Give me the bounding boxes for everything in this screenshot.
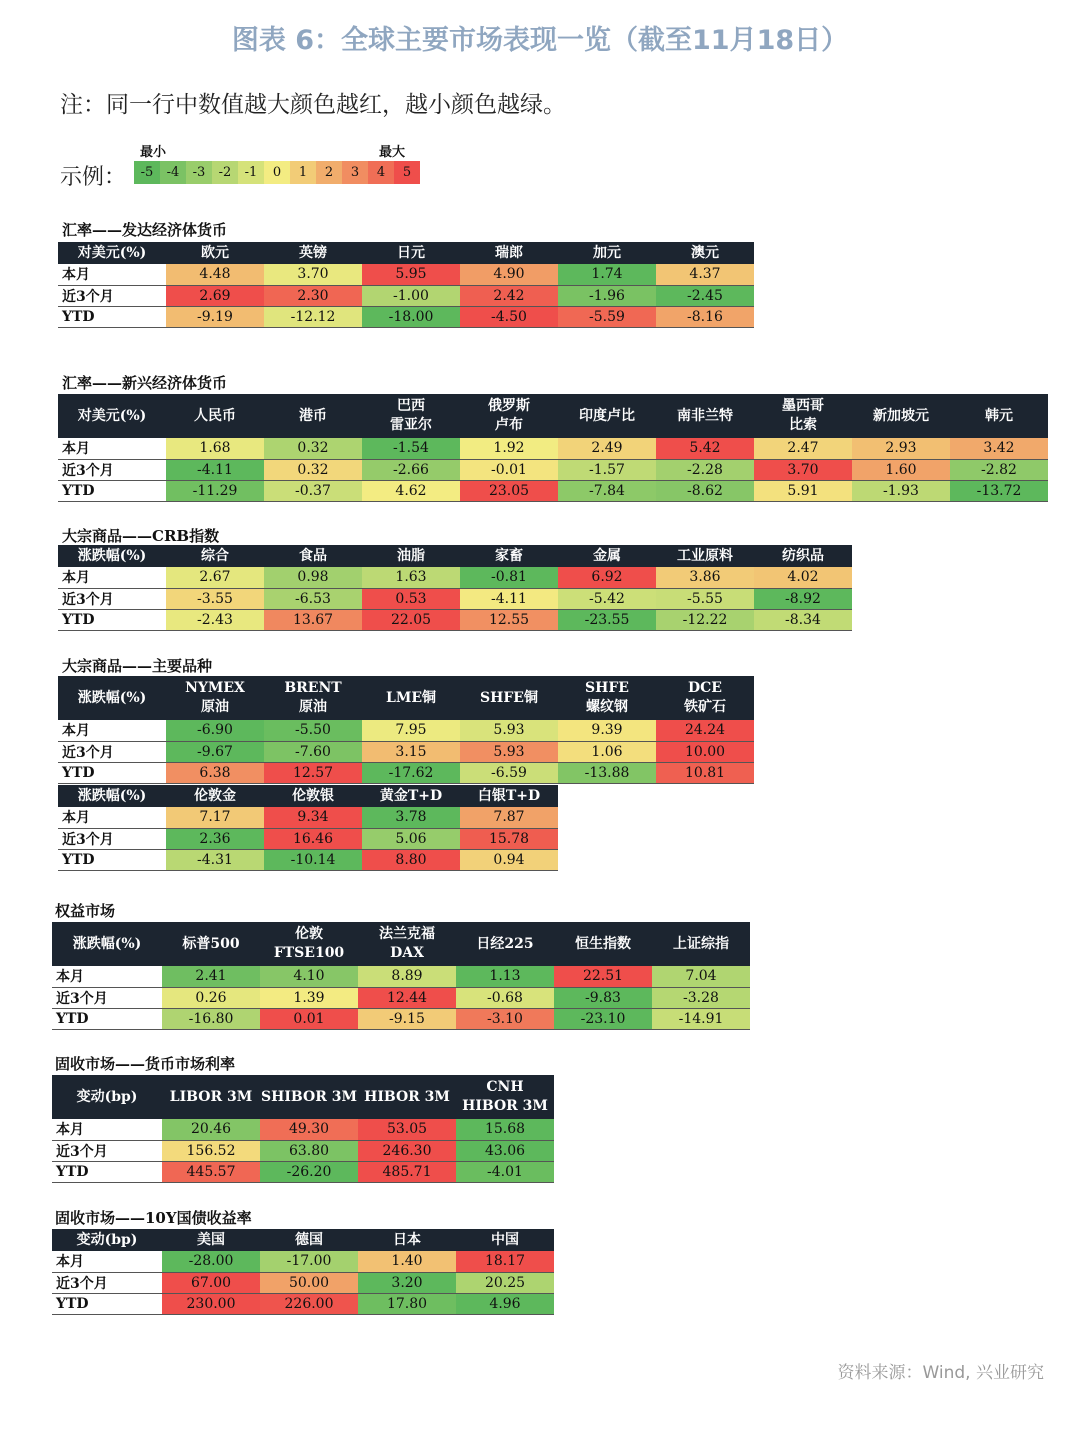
table-title: 大宗商品——CRB指数 — [62, 527, 220, 545]
column-header: 伦敦银 — [264, 785, 362, 807]
value-cell: 8.80 — [362, 849, 460, 870]
column-header: SHIBOR 3M — [260, 1075, 358, 1119]
table-title: 汇率——新兴经济体货币 — [62, 374, 228, 392]
header-label: 涨跌幅(%) — [52, 922, 162, 966]
legend-scale-cell: -1 — [238, 161, 264, 184]
legend-scale-cell: -3 — [186, 161, 212, 184]
row-label: 近3个月 — [52, 1140, 162, 1161]
column-header: 综合 — [166, 545, 264, 567]
data-table — [58, 785, 558, 871]
row-label: 本月 — [58, 720, 166, 741]
column-header: DCE 铁矿石 — [656, 676, 754, 720]
value-cell: 67.00 — [162, 1272, 260, 1293]
value-cell: 5.91 — [754, 480, 852, 501]
value-cell: 2.41 — [162, 966, 260, 987]
value-cell: -18.00 — [362, 306, 460, 327]
legend-scale-cell: -5 — [134, 161, 160, 184]
table-title: 汇率——发达经济体货币 — [62, 221, 228, 239]
header-label: 涨跌幅(%) — [58, 545, 166, 567]
value-cell: -2.43 — [166, 609, 264, 630]
column-header: 食品 — [264, 545, 362, 567]
value-cell: -26.20 — [260, 1161, 358, 1182]
column-header: 新加坡元 — [852, 394, 950, 438]
table-row — [58, 762, 754, 783]
value-cell: -5.50 — [264, 720, 362, 741]
table-row — [58, 459, 1048, 480]
value-cell: 3.78 — [362, 807, 460, 828]
value-cell: -6.59 — [460, 762, 558, 783]
column-header: 日元 — [362, 242, 460, 264]
value-cell: -4.11 — [460, 588, 558, 609]
value-cell: 50.00 — [260, 1272, 358, 1293]
row-label: 本月 — [58, 438, 166, 459]
value-cell: 49.30 — [260, 1119, 358, 1140]
value-cell: 0.98 — [264, 567, 362, 588]
table-title: 权益市场 — [55, 902, 116, 920]
value-cell: 1.40 — [358, 1251, 456, 1272]
value-cell: 4.48 — [166, 264, 264, 285]
value-cell: -1.57 — [558, 459, 656, 480]
value-cell: 3.15 — [362, 741, 460, 762]
value-cell: -3.10 — [456, 1008, 554, 1029]
legend-scale-cell: 0 — [264, 161, 290, 184]
column-header: 黄金T+D — [362, 785, 460, 807]
source-note: 资料来源：Wind, 兴业研究 — [837, 1363, 1044, 1383]
value-cell: -17.62 — [362, 762, 460, 783]
value-cell: -3.55 — [166, 588, 264, 609]
value-cell: -12.22 — [656, 609, 754, 630]
value-cell: 1.92 — [460, 438, 558, 459]
table-row — [52, 1119, 554, 1140]
value-cell: -23.55 — [558, 609, 656, 630]
value-cell: 1.68 — [166, 438, 264, 459]
column-header: LIBOR 3M — [162, 1075, 260, 1119]
row-label: YTD — [52, 1008, 162, 1029]
value-cell: -17.00 — [260, 1251, 358, 1272]
value-cell: 7.17 — [166, 807, 264, 828]
value-cell: 7.95 — [362, 720, 460, 741]
value-cell: 2.67 — [166, 567, 264, 588]
value-cell: -9.67 — [166, 741, 264, 762]
column-header: SHFE 螺纹钢 — [558, 676, 656, 720]
row-label: 近3个月 — [52, 1272, 162, 1293]
column-header: 上证综指 — [652, 922, 750, 966]
value-cell: -1.96 — [558, 285, 656, 306]
value-cell: -9.15 — [358, 1008, 456, 1029]
table-row — [58, 588, 852, 609]
value-cell: 24.24 — [656, 720, 754, 741]
table-title: 固收市场——货币市场利率 — [55, 1055, 236, 1073]
value-cell: -2.45 — [656, 285, 754, 306]
legend-color-scale — [134, 161, 420, 184]
row-label: 本月 — [58, 807, 166, 828]
value-cell: -0.81 — [460, 567, 558, 588]
value-cell: -6.53 — [264, 588, 362, 609]
column-header: 伦敦 FTSE100 — [260, 922, 358, 966]
table-row — [58, 849, 558, 870]
value-cell: 4.96 — [456, 1293, 554, 1314]
value-cell: -13.88 — [558, 762, 656, 783]
value-cell: 1.39 — [260, 987, 358, 1008]
color-note: 注：同一行中数值越大颜色越红，越小颜色越绿。 — [60, 92, 566, 118]
column-header: 标普500 — [162, 922, 260, 966]
header-label: 变动(bp) — [52, 1229, 162, 1251]
value-cell: -28.00 — [162, 1251, 260, 1272]
value-cell: 4.02 — [754, 567, 852, 588]
value-cell: 5.06 — [362, 828, 460, 849]
value-cell: -6.90 — [166, 720, 264, 741]
value-cell: -1.00 — [362, 285, 460, 306]
value-cell: 6.38 — [166, 762, 264, 783]
row-label: YTD — [52, 1161, 162, 1182]
value-cell: 9.39 — [558, 720, 656, 741]
column-header: 日本 — [358, 1229, 456, 1251]
value-cell: 12.57 — [264, 762, 362, 783]
value-cell: 20.25 — [456, 1272, 554, 1293]
column-header: NYMEX 原油 — [166, 676, 264, 720]
value-cell: 18.17 — [456, 1251, 554, 1272]
column-header: 瑞郎 — [460, 242, 558, 264]
value-cell: 22.05 — [362, 609, 460, 630]
value-cell: 43.06 — [456, 1140, 554, 1161]
row-label: 近3个月 — [58, 741, 166, 762]
value-cell: 12.44 — [358, 987, 456, 1008]
table-row — [58, 306, 754, 327]
header-label: 涨跌幅(%) — [58, 676, 166, 720]
value-cell: 8.89 — [358, 966, 456, 987]
value-cell: 2.36 — [166, 828, 264, 849]
legend-scale-cell: 4 — [368, 161, 394, 184]
value-cell: -16.80 — [162, 1008, 260, 1029]
header-label: 对美元(%) — [58, 394, 166, 438]
row-label: YTD — [52, 1293, 162, 1314]
value-cell: -1.54 — [362, 438, 460, 459]
row-label: 近3个月 — [58, 285, 166, 306]
value-cell: 0.01 — [260, 1008, 358, 1029]
legend-scale-cell: 3 — [342, 161, 368, 184]
column-header: CNH HIBOR 3M — [456, 1075, 554, 1119]
column-header: 加元 — [558, 242, 656, 264]
value-cell: 23.05 — [460, 480, 558, 501]
value-cell: 3.42 — [950, 438, 1048, 459]
data-table — [58, 394, 1048, 502]
value-cell: -8.16 — [656, 306, 754, 327]
data-table — [58, 545, 852, 631]
legend-min-label: 最小 — [140, 145, 167, 160]
column-header: 中国 — [456, 1229, 554, 1251]
column-header: BRENT 原油 — [264, 676, 362, 720]
column-header: 印度卢比 — [558, 394, 656, 438]
value-cell: 6.92 — [558, 567, 656, 588]
value-cell: 20.46 — [162, 1119, 260, 1140]
value-cell: -5.55 — [656, 588, 754, 609]
data-table — [58, 676, 754, 784]
legend-scale-cell: -4 — [160, 161, 186, 184]
value-cell: -0.37 — [264, 480, 362, 501]
column-header: 伦敦金 — [166, 785, 264, 807]
table-row — [52, 966, 750, 987]
value-cell: -4.01 — [456, 1161, 554, 1182]
column-header: 法兰克福 DAX — [358, 922, 456, 966]
value-cell: 2.47 — [754, 438, 852, 459]
column-header: 美国 — [162, 1229, 260, 1251]
value-cell: 2.30 — [264, 285, 362, 306]
value-cell: 485.71 — [358, 1161, 456, 1182]
table-row — [52, 1251, 554, 1272]
value-cell: 2.69 — [166, 285, 264, 306]
value-cell: -9.19 — [166, 306, 264, 327]
column-header: 金属 — [558, 545, 656, 567]
value-cell: 17.80 — [358, 1293, 456, 1314]
value-cell: -4.11 — [166, 459, 264, 480]
column-header: 欧元 — [166, 242, 264, 264]
value-cell: -2.28 — [656, 459, 754, 480]
table-row — [58, 480, 1048, 501]
value-cell: 12.55 — [460, 609, 558, 630]
column-header: 工业原料 — [656, 545, 754, 567]
value-cell: -10.14 — [264, 849, 362, 870]
column-header: 巴西 雷亚尔 — [362, 394, 460, 438]
value-cell: -2.82 — [950, 459, 1048, 480]
value-cell: -3.28 — [652, 987, 750, 1008]
value-cell: 7.87 — [460, 807, 558, 828]
column-header: 白银T+D — [460, 785, 558, 807]
value-cell: -8.62 — [656, 480, 754, 501]
column-header: 英镑 — [264, 242, 362, 264]
row-label: 近3个月 — [58, 459, 166, 480]
table-row — [58, 720, 754, 741]
table-row — [58, 807, 558, 828]
value-cell: 1.13 — [456, 966, 554, 987]
value-cell: -14.91 — [652, 1008, 750, 1029]
value-cell: 22.51 — [554, 966, 652, 987]
value-cell: 3.86 — [656, 567, 754, 588]
value-cell: -13.72 — [950, 480, 1048, 501]
value-cell: 3.70 — [754, 459, 852, 480]
data-table — [58, 242, 754, 328]
value-cell: 0.32 — [264, 438, 362, 459]
value-cell: 3.20 — [358, 1272, 456, 1293]
table-row — [58, 438, 1048, 459]
value-cell: 16.46 — [264, 828, 362, 849]
table-row — [58, 741, 754, 762]
row-label: 近3个月 — [52, 987, 162, 1008]
column-header: 德国 — [260, 1229, 358, 1251]
value-cell: 4.62 — [362, 480, 460, 501]
table-row — [52, 1008, 750, 1029]
column-header: 油脂 — [362, 545, 460, 567]
value-cell: -5.59 — [558, 306, 656, 327]
column-header: LME铜 — [362, 676, 460, 720]
value-cell: -9.83 — [554, 987, 652, 1008]
legend-label: 示例： — [60, 165, 127, 190]
value-cell: -23.10 — [554, 1008, 652, 1029]
value-cell: -7.60 — [264, 741, 362, 762]
value-cell: -0.68 — [456, 987, 554, 1008]
value-cell: 2.42 — [460, 285, 558, 306]
page-title: 图表 6：全球主要市场表现一览（截至11月18日） — [231, 25, 849, 56]
column-header: 人民币 — [166, 394, 264, 438]
column-header: SHFE铜 — [460, 676, 558, 720]
value-cell: 226.00 — [260, 1293, 358, 1314]
value-cell: 4.90 — [460, 264, 558, 285]
table-row — [52, 987, 750, 1008]
row-label: YTD — [58, 609, 166, 630]
value-cell: 2.93 — [852, 438, 950, 459]
value-cell: 0.26 — [162, 987, 260, 1008]
legend-scale-cell: 5 — [394, 161, 420, 184]
table-row — [52, 1161, 554, 1182]
row-label: YTD — [58, 480, 166, 501]
column-header: 日经225 — [456, 922, 554, 966]
value-cell: 9.34 — [264, 807, 362, 828]
table-title: 大宗商品——主要品种 — [62, 657, 213, 675]
column-header: 港币 — [264, 394, 362, 438]
value-cell: -2.66 — [362, 459, 460, 480]
data-table — [52, 1229, 554, 1315]
value-cell: 445.57 — [162, 1161, 260, 1182]
column-header: 南非兰特 — [656, 394, 754, 438]
value-cell: 5.93 — [460, 720, 558, 741]
row-label: YTD — [58, 849, 166, 870]
legend-scale-cell: 1 — [290, 161, 316, 184]
value-cell: 15.68 — [456, 1119, 554, 1140]
table-row — [58, 828, 558, 849]
data-table — [52, 922, 750, 1030]
value-cell: 5.93 — [460, 741, 558, 762]
value-cell: -8.92 — [754, 588, 852, 609]
value-cell: 10.81 — [656, 762, 754, 783]
value-cell: -5.42 — [558, 588, 656, 609]
row-label: 本月 — [52, 1251, 162, 1272]
value-cell: 15.78 — [460, 828, 558, 849]
value-cell: -4.50 — [460, 306, 558, 327]
value-cell: 246.30 — [358, 1140, 456, 1161]
value-cell: -0.01 — [460, 459, 558, 480]
column-header: 韩元 — [950, 394, 1048, 438]
value-cell: 5.95 — [362, 264, 460, 285]
legend-scale-cell: 2 — [316, 161, 342, 184]
row-label: 本月 — [58, 264, 166, 285]
value-cell: 63.80 — [260, 1140, 358, 1161]
value-cell: 1.74 — [558, 264, 656, 285]
table-row — [58, 609, 852, 630]
column-header: 墨西哥 比索 — [754, 394, 852, 438]
value-cell: -4.31 — [166, 849, 264, 870]
value-cell: -12.12 — [264, 306, 362, 327]
column-header: 恒生指数 — [554, 922, 652, 966]
value-cell: -7.84 — [558, 480, 656, 501]
column-header: 澳元 — [656, 242, 754, 264]
row-label: 本月 — [52, 966, 162, 987]
column-header: 俄罗斯 卢布 — [460, 394, 558, 438]
value-cell: 13.67 — [264, 609, 362, 630]
value-cell: 5.42 — [656, 438, 754, 459]
table-row — [58, 285, 754, 306]
value-cell: 4.37 — [656, 264, 754, 285]
value-cell: 1.60 — [852, 459, 950, 480]
value-cell: 2.49 — [558, 438, 656, 459]
table-row — [58, 264, 754, 285]
row-label: 近3个月 — [58, 828, 166, 849]
header-label: 变动(bp) — [52, 1075, 162, 1119]
value-cell: 0.32 — [264, 459, 362, 480]
header-label: 对美元(%) — [58, 242, 166, 264]
value-cell: -1.93 — [852, 480, 950, 501]
value-cell: 1.06 — [558, 741, 656, 762]
header-label: 涨跌幅(%) — [58, 785, 166, 807]
value-cell: 3.70 — [264, 264, 362, 285]
value-cell: 156.52 — [162, 1140, 260, 1161]
value-cell: 53.05 — [358, 1119, 456, 1140]
table-row — [52, 1293, 554, 1314]
value-cell: -8.34 — [754, 609, 852, 630]
table-row — [52, 1140, 554, 1161]
value-cell: 0.53 — [362, 588, 460, 609]
row-label: YTD — [58, 762, 166, 783]
value-cell: 230.00 — [162, 1293, 260, 1314]
row-label: 本月 — [58, 567, 166, 588]
column-header: 纺织品 — [754, 545, 852, 567]
value-cell: 7.04 — [652, 966, 750, 987]
column-header: HIBOR 3M — [358, 1075, 456, 1119]
data-table — [52, 1075, 554, 1183]
row-label: 近3个月 — [58, 588, 166, 609]
row-label: 本月 — [52, 1119, 162, 1140]
value-cell: 1.63 — [362, 567, 460, 588]
legend-max-label: 最大 — [379, 145, 406, 160]
column-header: 家畜 — [460, 545, 558, 567]
table-row — [58, 567, 852, 588]
legend-scale-cell: -2 — [212, 161, 238, 184]
row-label: YTD — [58, 306, 166, 327]
value-cell: 10.00 — [656, 741, 754, 762]
table-title: 固收市场——10Y国债收益率 — [55, 1209, 252, 1227]
table-row — [52, 1272, 554, 1293]
value-cell: 0.94 — [460, 849, 558, 870]
value-cell: 4.10 — [260, 966, 358, 987]
value-cell: -11.29 — [166, 480, 264, 501]
